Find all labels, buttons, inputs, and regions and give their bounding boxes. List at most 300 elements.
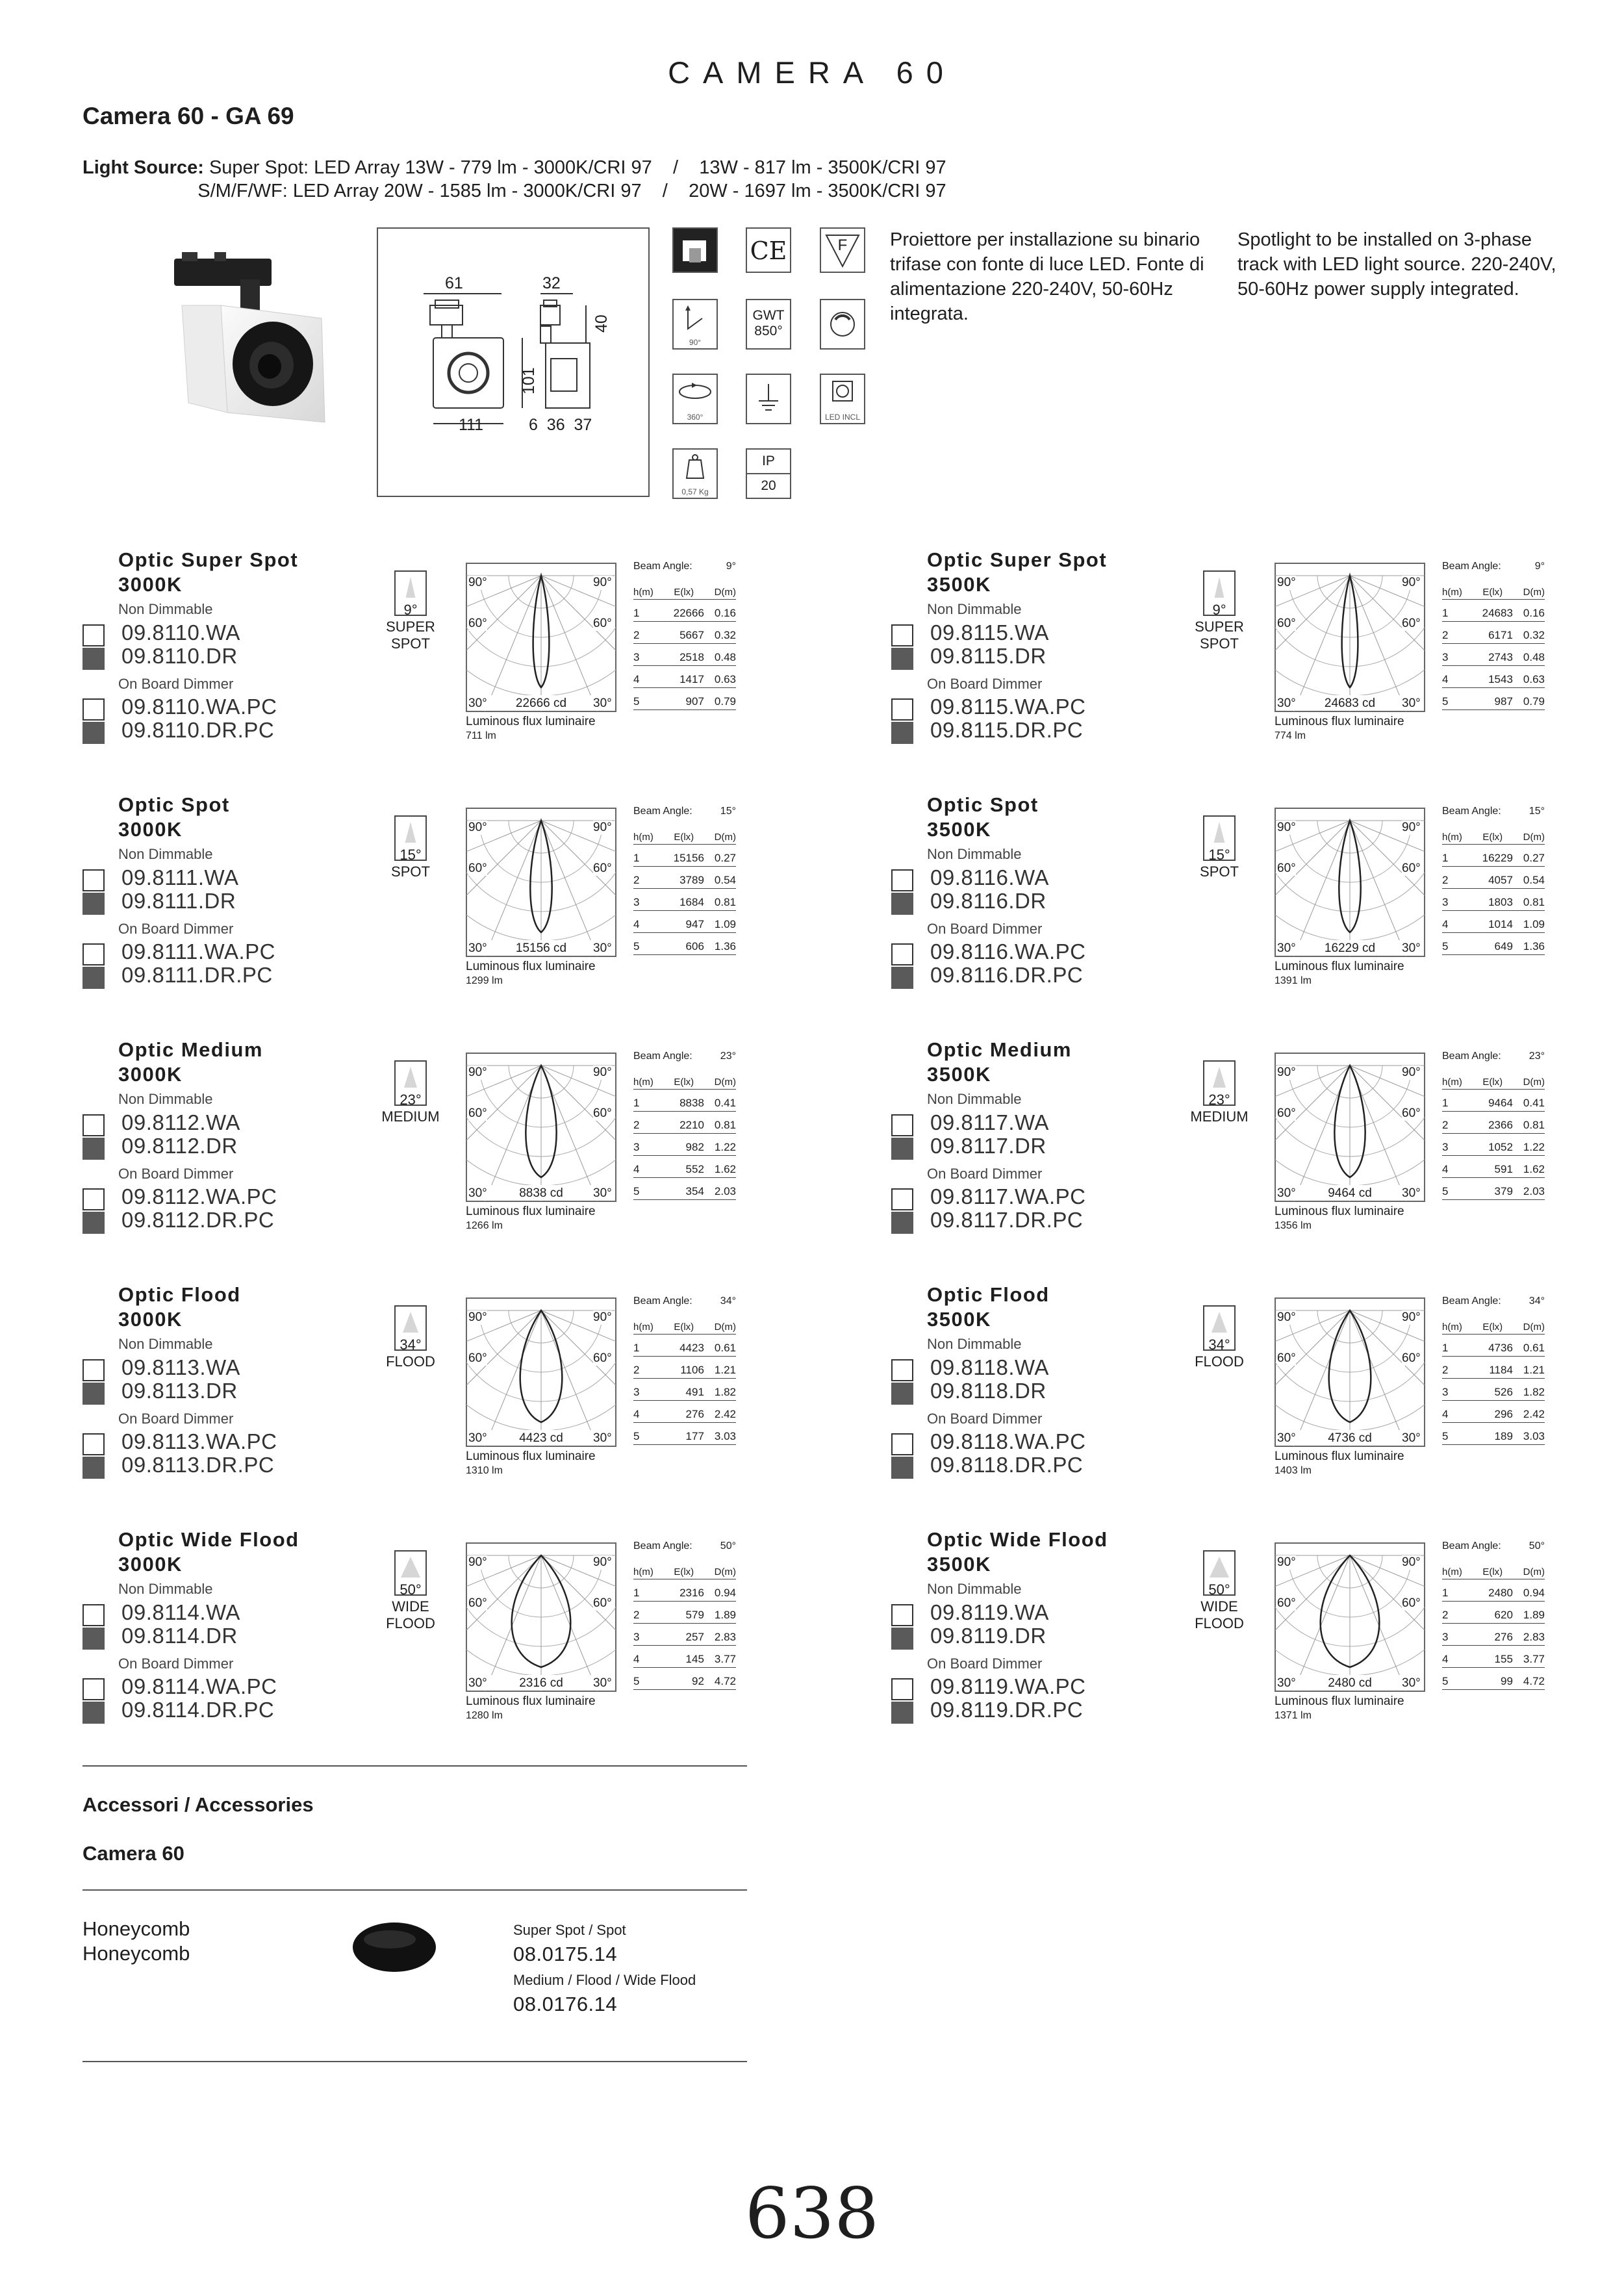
beam-angle-row: Beam Angle: 50° [633,1540,736,1552]
ce-mark-icon: CE [746,227,791,273]
polar-label-90-left: 90° [1277,821,1296,834]
polar-candela-value: 22666 cd [515,696,567,710]
polar-label-60-right: 60° [1402,862,1421,875]
product-code: 09.8113.WA [121,1355,240,1379]
polar-label-30-right: 30° [1402,1431,1421,1445]
polar-candela-value: 24683 cd [1324,696,1376,710]
polar-label-90-right: 90° [1402,1310,1421,1324]
led-included-icon: LED INCL [820,374,865,424]
luminous-flux: Luminous flux luminaire 774 lm [1275,715,1404,741]
product-code: 09.8114.WA.PC [121,1674,277,1698]
on-board-dimmer-label: On Board Dimmer [118,1166,234,1182]
polar-label-60-right: 60° [1402,1596,1421,1610]
polar-label-30-left: 30° [1277,696,1296,710]
beam-angle-row: Beam Angle: 34° [633,1296,736,1307]
product-code: 09.8112.WA.PC [121,1184,277,1208]
table-header: h(m) E(lx) D(m) [1442,1315,1545,1335]
table-row: 3 526 1.82 [1442,1379,1545,1401]
table-row: 3 257 2.83 [633,1624,736,1646]
product-code: 09.8119.WA.PC [930,1674,1086,1698]
table-row: 1 4423 0.61 [633,1335,736,1357]
white-finish-swatch [891,1114,913,1136]
table-row: 2 1184 1.21 [1442,1357,1545,1379]
white-finish-swatch [82,1678,105,1700]
product-code: 09.8116.DR [930,889,1047,913]
photometric-table [1442,561,1545,710]
product-code: 09.8119.DR.PC [930,1698,1084,1722]
white-finish-swatch [82,698,105,721]
table-row: 3 2743 0.48 [1442,644,1545,666]
product-code: 09.8119.WA [930,1600,1049,1624]
polar-label-90-left: 90° [1277,1066,1296,1079]
polar-label-30-left: 30° [1277,1186,1296,1200]
luminous-flux: Luminous flux luminaire 1403 lm [1275,1450,1404,1476]
polar-label-60-right: 60° [593,862,612,875]
product-code: 09.8110.WA [121,620,240,645]
polar-label-30-left: 30° [468,941,487,955]
non-dimmable-label: Non Dimmable [118,1091,213,1107]
black-finish-swatch [891,1702,913,1724]
white-finish-swatch [891,943,913,965]
on-board-dimmer-label: On Board Dimmer [927,1655,1043,1672]
photometric-table [633,561,736,710]
drawing-svg [378,229,648,496]
non-dimmable-label: Non Dimmable [927,1581,1022,1597]
polar-label-90-right: 90° [1402,576,1421,589]
table-row: 3 2518 0.48 [633,644,736,666]
polar-label-90-left: 90° [468,1555,487,1569]
optic-title: Optic Wide Flood 3000K [118,1528,299,1576]
accessories-family: Camera 60 [82,1842,184,1865]
black-finish-swatch [891,1138,913,1160]
track-icon [672,227,718,273]
polar-label-60-left: 60° [468,1596,487,1610]
optic-title: Optic Wide Flood 3500K [927,1528,1108,1576]
polar-label-90-right: 90° [1402,1555,1421,1569]
white-finish-swatch [891,1604,913,1626]
white-finish-swatch [82,1114,105,1136]
table-row: 5 354 2.03 [633,1178,736,1200]
table-row: 1 15156 0.27 [633,845,736,867]
photometric-table [1442,1051,1545,1200]
beam-angle-row: Beam Angle: 15° [633,806,736,817]
on-board-dimmer-label: On Board Dimmer [118,676,234,692]
beam-angle-row: Beam Angle: 15° [1442,806,1545,817]
page-header-title: CAMERA 60 [668,55,956,90]
dim-40: 40 [592,314,611,333]
polar-label-30-right: 30° [1402,941,1421,955]
polar-candela-value: 15156 cd [515,941,567,955]
table-row: 3 1052 1.22 [1442,1134,1545,1156]
photometric-table [633,1051,736,1200]
photometric-table [633,806,736,955]
dimmer-icon [820,299,865,350]
non-dimmable-label: Non Dimmable [118,846,213,862]
product-code: 09.8115.WA [930,620,1049,645]
on-board-dimmer-label: On Board Dimmer [927,1411,1043,1427]
polar-label-90-left: 90° [468,821,487,834]
product-code: 09.8115.WA.PC [930,695,1086,719]
black-finish-swatch [891,722,913,744]
table-row: 1 8838 0.41 [633,1090,736,1112]
product-code: 09.8116.DR.PC [930,963,1084,987]
accessories-heading: Accessori / Accessories [82,1793,314,1816]
non-dimmable-label: Non Dimmable [927,846,1022,862]
product-code: 09.8111.DR.PC [121,963,273,987]
polar-label-90-left: 90° [1277,576,1296,589]
table-row: 2 3789 0.54 [633,867,736,889]
luminous-flux: Luminous flux luminaire 1371 lm [1275,1694,1404,1721]
beam-type-label: 50° WIDE FLOOD [386,1581,435,1631]
polar-label-30-left: 30° [468,1676,487,1690]
light-source-line1: Super Spot: LED Array 13W - 779 lm - 3000K/CRI 97 / 13W - 817 lm - 3500K/CRI 97 [203,157,946,178]
table-row: 2 2210 0.81 [633,1112,736,1134]
table-header: h(m) E(lx) D(m) [633,825,736,845]
dim-101: 101 [520,367,538,394]
light-source-label: Light Source: [82,157,204,178]
table-row: 2 620 1.89 [1442,1602,1545,1624]
product-code: 09.8113.DR [121,1379,238,1403]
polar-label-30-left: 30° [1277,1431,1296,1445]
table-row: 1 16229 0.27 [1442,845,1545,867]
white-finish-swatch [891,698,913,721]
polar-label-60-right: 60° [593,617,612,630]
table-row: 2 1106 1.21 [633,1357,736,1379]
table-row: 1 4736 0.61 [1442,1335,1545,1357]
luminous-flux: Luminous flux luminaire 1299 lm [466,960,596,986]
light-source-spec [82,156,946,203]
table-row: 1 2316 0.94 [633,1579,736,1602]
beam-angle-row: Beam Angle: 23° [1442,1051,1545,1062]
table-row: 1 24683 0.16 [1442,600,1545,622]
beam-type-label: 50° WIDE FLOOD [1195,1581,1244,1631]
table-row: 2 2366 0.81 [1442,1112,1545,1134]
polar-label-30-right: 30° [593,941,612,955]
luminous-flux: Luminous flux luminaire 1266 lm [466,1205,596,1231]
optic-title: Optic Super Spot 3000K [118,548,299,596]
polar-label-90-left: 90° [468,576,487,589]
black-finish-swatch [82,1457,105,1479]
polar-label-30-left: 30° [1277,941,1296,955]
table-row: 5 907 0.79 [633,688,736,710]
table-row: 1 9464 0.41 [1442,1090,1545,1112]
accessory-name [82,1917,190,1966]
black-finish-swatch [82,1212,105,1234]
technical-drawing [377,227,650,497]
black-finish-swatch [891,648,913,670]
gwt-850-icon: GWT 850° [746,299,791,350]
dim-6-36-37: 6 36 37 [529,416,592,434]
polar-candela-value: 2480 cd [1328,1676,1372,1690]
white-finish-swatch [891,624,913,646]
optic-title: Optic Super Spot 3500K [927,548,1108,596]
table-row: 3 1803 0.81 [1442,889,1545,911]
non-dimmable-label: Non Dimmable [118,1581,213,1597]
polar-label-30-right: 30° [593,1431,612,1445]
polar-label-90-right: 90° [593,821,612,834]
luminous-flux: Luminous flux luminaire 1356 lm [1275,1205,1404,1231]
rotate-360-icon: 360° [672,374,718,424]
on-board-dimmer-label: On Board Dimmer [118,921,234,937]
product-photo [156,247,344,435]
table-row: 4 276 2.42 [633,1401,736,1423]
ip-rating-icon: IP 20 [746,448,791,499]
black-finish-swatch [82,722,105,744]
white-finish-swatch [891,1433,913,1455]
white-finish-swatch [891,1359,913,1381]
polar-candela-value: 4736 cd [1328,1431,1372,1445]
on-board-dimmer-label: On Board Dimmer [118,1655,234,1672]
table-header: h(m) E(lx) D(m) [633,1070,736,1090]
product-code: 09.8111.DR [121,889,236,913]
product-code: 09.8113.WA.PC [121,1429,277,1453]
product-code: 09.8111.WA.PC [121,939,276,964]
product-code: 09.8118.DR [930,1379,1047,1403]
white-finish-swatch [82,1188,105,1210]
product-code: 09.8110.DR [121,644,238,668]
luminous-flux: Luminous flux luminaire 1391 lm [1275,960,1404,986]
on-board-dimmer-label: On Board Dimmer [927,921,1043,937]
table-row: 2 6171 0.32 [1442,622,1545,644]
optic-title: Optic Flood 3000K [118,1283,241,1331]
black-finish-swatch [82,648,105,670]
black-finish-swatch [891,893,913,915]
white-finish-swatch [891,1678,913,1700]
optic-title: Optic Medium 3000K [118,1038,263,1086]
polar-candela-value: 8838 cd [519,1186,563,1200]
polar-label-30-right: 30° [593,1186,612,1200]
on-board-dimmer-label: On Board Dimmer [927,1166,1043,1182]
product-code: 09.8114.WA [121,1600,240,1624]
table-row: 4 296 2.42 [1442,1401,1545,1423]
table-row: 5 92 4.72 [633,1668,736,1690]
table-header: h(m) E(lx) D(m) [633,580,736,600]
photometric-table [1442,806,1545,955]
product-code: 09.8114.DR.PC [121,1698,275,1722]
polar-label-30-left: 30° [1277,1676,1296,1690]
accessories-top-divider [82,1765,747,1767]
accessory-opt1-label: Super Spot / Spot [513,1922,626,1938]
white-finish-swatch [82,943,105,965]
table-row: 4 947 1.09 [633,911,736,933]
product-code: 09.8115.DR [930,644,1047,668]
polar-label-60-left: 60° [1277,862,1296,875]
table-row: 4 1014 1.09 [1442,911,1545,933]
polar-label-30-right: 30° [1402,696,1421,710]
table-row: 4 145 3.77 [633,1646,736,1668]
black-finish-swatch [82,1628,105,1650]
table-row: 3 276 2.83 [1442,1624,1545,1646]
black-finish-swatch [82,1138,105,1160]
polar-label-30-left: 30° [468,1431,487,1445]
photometric-table [633,1296,736,1445]
earth-icon [746,374,791,424]
beam-angle-row: Beam Angle: 9° [1442,561,1545,572]
table-row: 2 5667 0.32 [633,622,736,644]
description-italian: Proiettore per installazione su binario trifase con fonte di luce LED. Fonte di alimentazione 220-240V, 50-60Hz integrata. [890,229,1204,324]
table-row: 5 987 0.79 [1442,688,1545,710]
product-code: 09.8117.WA.PC [930,1184,1086,1208]
table-row: 1 2480 0.94 [1442,1579,1545,1602]
polar-label-90-right: 90° [593,1310,612,1324]
product-code: 09.8118.WA.PC [930,1429,1086,1453]
table-row: 2 4057 0.54 [1442,867,1545,889]
polar-label-30-left: 30° [468,1186,487,1200]
polar-label-90-left: 90° [1277,1310,1296,1324]
weight-icon: 0,57 Kg [672,448,718,499]
page-number: 638 [744,2173,880,2255]
table-header: h(m) E(lx) D(m) [633,1315,736,1335]
polar-label-60-right: 60° [593,1596,612,1610]
table-row: 5 177 3.03 [633,1423,736,1445]
honeycomb-accessory-image [351,1920,438,1975]
beam-type-label: 23° MEDIUM [381,1092,440,1125]
table-header: h(m) E(lx) D(m) [1442,580,1545,600]
polar-label-60-left: 60° [468,1351,487,1365]
polar-candela-value: 16229 cd [1324,941,1376,955]
product-code: 09.8117.DR.PC [930,1208,1084,1232]
table-row: 4 1417 0.63 [633,666,736,688]
product-code: 09.8115.DR.PC [930,718,1084,742]
polar-label-30-right: 30° [593,1676,612,1690]
polar-label-60-right: 60° [1402,1351,1421,1365]
polar-candela-value: 4423 cd [519,1431,563,1445]
black-finish-swatch [891,1628,913,1650]
table-row: 5 379 2.03 [1442,1178,1545,1200]
non-dimmable-label: Non Dimmable [927,601,1022,617]
polar-label-30-right: 30° [593,696,612,710]
accessories-mid-divider [82,1889,747,1891]
table-header: h(m) E(lx) D(m) [1442,1070,1545,1090]
beam-type-label: 34° FLOOD [386,1336,435,1370]
non-dimmable-label: Non Dimmable [118,1336,213,1352]
polar-candela-value: 9464 cd [1328,1186,1372,1200]
table-header: h(m) E(lx) D(m) [633,1560,736,1579]
photometric-table [1442,1540,1545,1690]
optic-title: Optic Spot 3000K [118,793,230,841]
beam-angle-row: Beam Angle: 9° [633,561,736,572]
polar-label-90-left: 90° [1277,1555,1296,1569]
beam-angle-row: Beam Angle: 50° [1442,1540,1545,1552]
polar-label-90-left: 90° [468,1066,487,1079]
polar-label-90-right: 90° [1402,821,1421,834]
polar-label-60-left: 60° [468,1106,487,1120]
table-row: 4 155 3.77 [1442,1646,1545,1668]
accessory-opt2-label: Medium / Flood / Wide Flood [513,1972,696,1988]
product-code: 09.8116.WA.PC [930,939,1086,964]
dim-111: 111 [459,416,484,434]
polar-candela-value: 2316 cd [519,1676,563,1690]
white-finish-swatch [82,1433,105,1455]
product-code: 09.8117.WA [930,1110,1049,1134]
product-code: 09.8116.WA [930,865,1049,889]
optic-title: Optic Flood 3500K [927,1283,1050,1331]
table-row: 4 1543 0.63 [1442,666,1545,688]
polar-label-60-right: 60° [1402,1106,1421,1120]
dim-32: 32 [542,274,561,292]
table-row: 5 649 1.36 [1442,933,1545,955]
white-finish-swatch [82,1359,105,1381]
accessory-name-it: Honeycomb [82,1917,190,1940]
accessory-opt1-code: 08.0175.14 [513,1943,618,1965]
product-code: 09.8114.DR [121,1624,238,1648]
black-finish-swatch [82,1702,105,1724]
white-finish-swatch [82,869,105,891]
polar-label-60-right: 60° [1402,617,1421,630]
table-row: 4 591 1.62 [1442,1156,1545,1178]
product-code: 09.8117.DR [930,1134,1047,1158]
table-row: 2 579 1.89 [633,1602,736,1624]
polar-label-90-right: 90° [1402,1066,1421,1079]
photometric-table [1442,1296,1545,1445]
table-header: h(m) E(lx) D(m) [1442,1560,1545,1579]
product-title: Camera 60 - GA 69 [82,103,294,129]
beam-angle-row: Beam Angle: 23° [633,1051,736,1062]
polar-label-30-right: 30° [1402,1186,1421,1200]
non-dimmable-label: Non Dimmable [927,1091,1022,1107]
luminous-flux: Luminous flux luminaire 1310 lm [466,1450,596,1476]
table-row: 4 552 1.62 [633,1156,736,1178]
product-code: 09.8111.WA [121,865,239,889]
black-finish-swatch [891,967,913,989]
polar-label-30-left: 30° [468,696,487,710]
beam-type-label: 34° FLOOD [1195,1336,1244,1370]
accessories-bottom-divider [82,2061,747,2062]
table-row: 3 491 1.82 [633,1379,736,1401]
polar-label-30-right: 30° [1402,1676,1421,1690]
polar-label-60-left: 60° [1277,1106,1296,1120]
white-finish-swatch [891,869,913,891]
beam-type-label: 23° MEDIUM [1190,1092,1249,1125]
black-finish-swatch [82,893,105,915]
beam-type-label: 15° SPOT [1200,847,1239,880]
non-dimmable-label: Non Dimmable [927,1336,1022,1352]
optic-title: Optic Spot 3500K [927,793,1039,841]
non-dimmable-label: Non Dimmable [118,601,213,617]
polar-label-90-right: 90° [593,1555,612,1569]
black-finish-swatch [82,1383,105,1405]
table-row: 3 982 1.22 [633,1134,736,1156]
on-board-dimmer-label: On Board Dimmer [118,1411,234,1427]
product-code: 09.8112.DR.PC [121,1208,275,1232]
polar-label-90-left: 90° [468,1310,487,1324]
polar-label-60-left: 60° [468,617,487,630]
white-finish-swatch [891,1188,913,1210]
luminous-flux: Luminous flux luminaire 711 lm [466,715,596,741]
product-code: 09.8113.DR.PC [121,1453,275,1477]
table-row: 5 99 4.72 [1442,1668,1545,1690]
product-code: 09.8112.DR [121,1134,238,1158]
product-code: 09.8110.WA.PC [121,695,277,719]
light-source-line2: S/M/F/WF: LED Array 20W - 1585 lm - 3000K/CRI 97 / 20W - 1697 lm - 3500K/CRI 97 [82,181,946,201]
polar-label-60-right: 60° [593,1106,612,1120]
luminous-flux: Luminous flux luminaire 1280 lm [466,1694,596,1721]
black-finish-swatch [891,1457,913,1479]
polar-label-60-left: 60° [468,862,487,875]
product-code: 09.8118.DR.PC [930,1453,1084,1477]
optic-title: Optic Medium 3500K [927,1038,1072,1086]
table-row: 5 189 3.03 [1442,1423,1545,1445]
beam-type-label: 15° SPOT [391,847,430,880]
black-finish-swatch [891,1212,913,1234]
white-finish-swatch [82,1604,105,1626]
polar-label-60-left: 60° [1277,1596,1296,1610]
product-code: 09.8118.WA [930,1355,1049,1379]
polar-label-60-left: 60° [1277,1351,1296,1365]
black-finish-swatch [82,967,105,989]
accessory-opt2-code: 08.0176.14 [513,1993,618,2015]
beam-type-label: 9° SUPER SPOT [1195,602,1244,652]
